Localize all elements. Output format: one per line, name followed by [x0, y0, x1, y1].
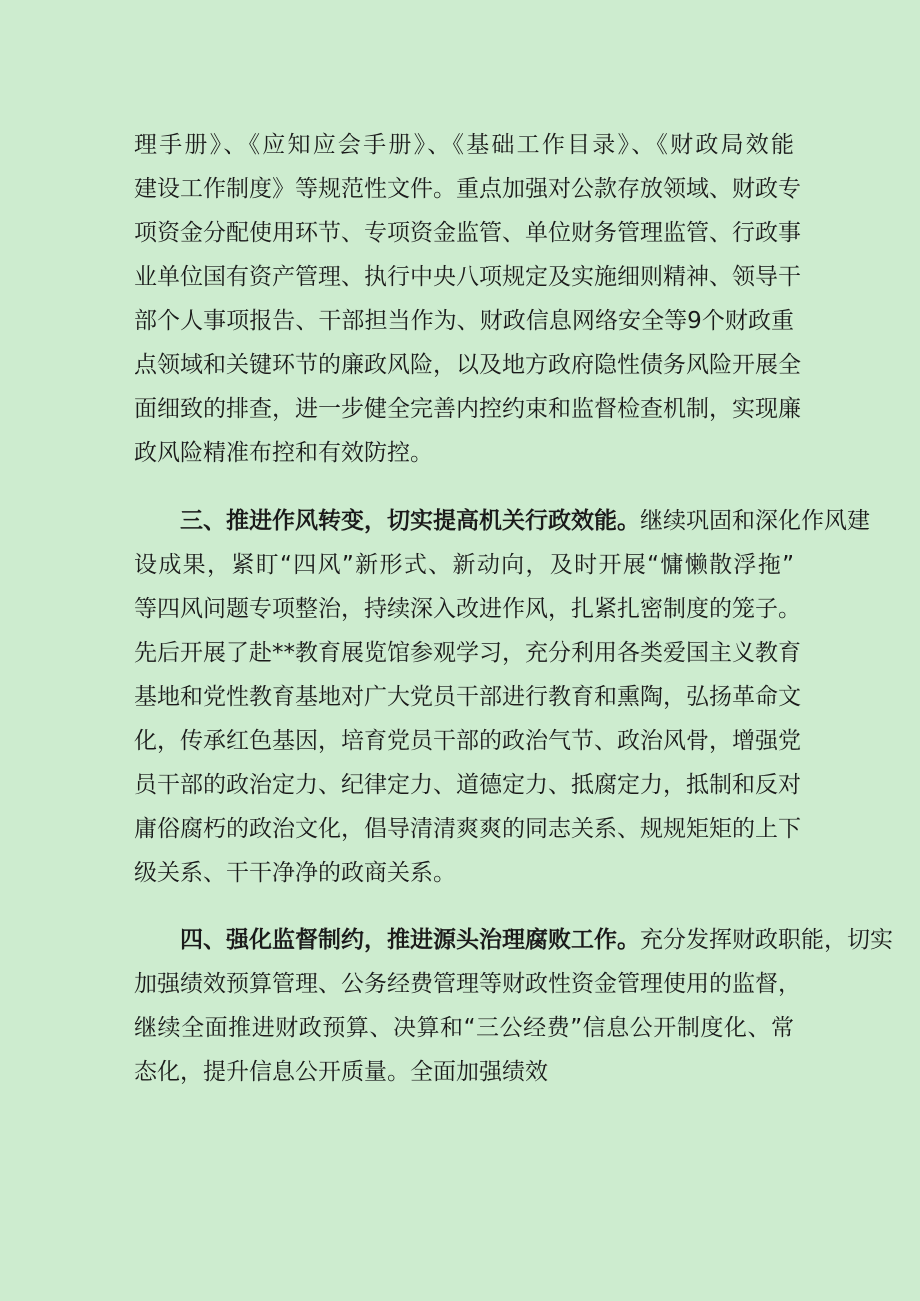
text-line: 态化，提升信息公开质量。全面加强绩效	[134, 1059, 548, 1085]
text-line: 部个人事项报告、干部担当作为、财政信息网络安全等9个财政重	[134, 308, 794, 334]
text-line: 继续全面推进财政预算、决算和“三公经费”信息公开制度化、常	[134, 1015, 794, 1041]
text-line: 加强绩效预算管理、公务经费管理等财政性资金管理使用的监督，	[134, 971, 801, 997]
text-line: 设成果，紧盯“四风”新形式、新动向，及时开展“慵懒散浮拖”	[134, 552, 794, 578]
text-line: 庸俗腐朽的政治文化，倡导清清爽爽的同志关系、规规矩矩的上下	[134, 816, 801, 842]
text-line: 化，传承红色基因，培育党员干部的政治气节、政治风骨，增强党	[134, 728, 801, 754]
text-line: 建设工作制度》等规范性文件。重点加强对公款存放领域、财政专	[134, 176, 801, 202]
text-line: 业单位国有资产管理、执行中央八项规定及实施细则精神、领导干	[134, 264, 801, 290]
text-line: 级关系、干干净净的政商关系。	[134, 860, 456, 886]
paragraph-first-line	[180, 503, 870, 539]
section-heading: 三、推进作风转变，切实提高机关行政效能。	[180, 508, 640, 534]
text-line: 基地和党性教育基地对广大党员干部进行教育和熏陶，弘扬革命文	[134, 684, 801, 710]
text-line: 员干部的政治定力、纪律定力、道德定力、抵腐定力，抵制和反对	[134, 772, 801, 798]
paragraph-first-line	[180, 922, 893, 958]
text-line: 政风险精准布控和有效防控。	[134, 440, 433, 466]
text-line: 面细致的排查，进一步健全完善内控约束和监督检查机制，实现廉	[134, 396, 801, 422]
text-line: 点领域和关键环节的廉政风险，以及地方政府隐性债务风险开展全	[134, 352, 801, 378]
text-run: 继续巩固和深化作风建	[640, 508, 870, 534]
text-line: 项资金分配使用环节、专项资金监管、单位财务管理监管、行政事	[134, 220, 801, 246]
text-run: 充分发挥财政职能，切实	[640, 927, 893, 953]
text-line: 理手册》、《应知应会手册》、《基础工作目录》、《财政局效能	[134, 132, 794, 158]
section-heading: 四、强化监督制约，推进源头治理腐败工作。	[180, 927, 640, 953]
text-line: 等四风问题专项整治，持续深入改进作风，扎紧扎密制度的笼子。	[134, 596, 801, 622]
text-line: 先后开展了赴**教育展览馆参观学习，充分利用各类爱国主义教育	[134, 640, 801, 666]
